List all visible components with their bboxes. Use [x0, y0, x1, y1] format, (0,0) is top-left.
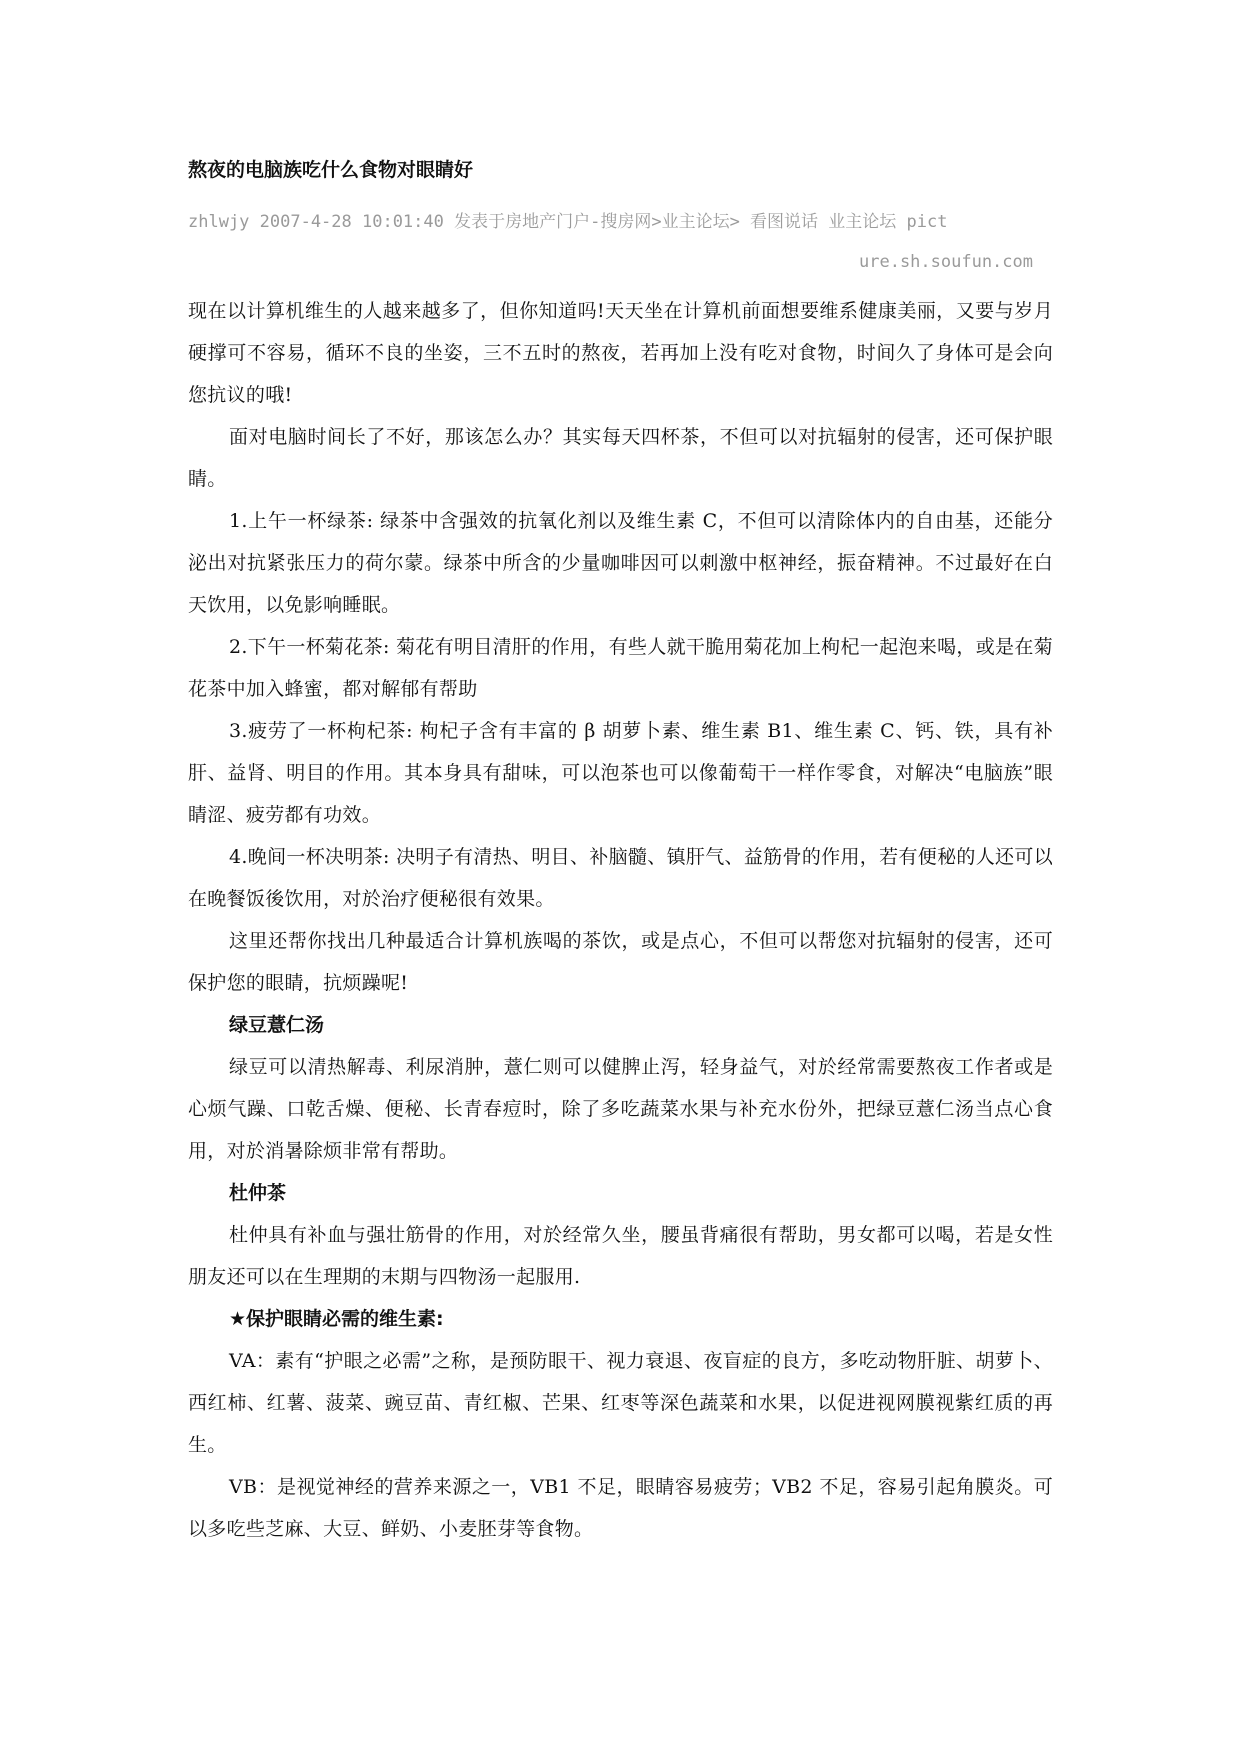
section-body-eucommia-tea: 杜仲具有补血与强壮筋骨的作用，对於经常久坐，腰虽背痛很有帮助，男女都可以喝，若是女性朋友还可以在生理期的末期与四物汤一起服用. — [188, 1224, 1053, 1288]
article-title: 熬夜的电脑族吃什么食物对眼睛好 — [188, 159, 474, 181]
tea-item-3: 3.疲劳了一杯枸杞茶: 枸杞子含有丰富的 β 胡萝卜素、维生素 B1、维生素 C、钙、铁，具有补肝、益肾、明目的作用。其本身具有甜味，可以泡茶也可以像葡萄干一样作零食，对解决“电脑族”眼睛涩、疲劳都有功效。 — [188, 720, 1053, 826]
vitamins-heading: ★保护眼睛必需的维生素: — [229, 1308, 444, 1330]
vitamin-a-paragraph: VA：素有“护眼之必需”之称，是预防眼干、视力衰退、夜盲症的良方，多吃动物肝脏、胡萝卜、西红柿、红薯、菠菜、豌豆苗、青红椒、芒果、红枣等深色蔬菜和水果，以促进视网膜视紫红质的再生。 — [188, 1350, 1053, 1456]
section-body-mung-bean-soup: 绿豆可以清热解毒、利尿消肿，薏仁则可以健脾止泻，轻身益气，对於经常需要熬夜工作者或是心烦气躁、口乾舌燥、便秘、长青春痘时，除了多吃蔬菜水果与补充水份外，把绿豆薏仁汤当点心食用，对於消暑除烦非常有帮助。 — [188, 1056, 1053, 1162]
vitamin-b-paragraph: VB：是视觉神经的营养来源之一，VB1 不足，眼睛容易疲劳；VB2 不足，容易引起角膜炎。可以多吃些芝麻、大豆、鲜奶、小麦胚芽等食物。 — [188, 1476, 1053, 1540]
tea-item-1: 1.上午一杯绿茶: 绿茶中含强效的抗氧化剂以及维生素 C，不但可以清除体内的自由基，还能分泌出对抗紧张压力的荷尔蒙。绿茶中所含的少量咖啡因可以刺激中枢神经，振奋精神。不过最好在白天饮用，以免影响睡眠。 — [188, 510, 1053, 616]
intro-paragraph: 现在以计算机维生的人越来越多了，但你知道吗!天天坐在计算机前面想要维系健康美丽，又要与岁月硬撑可不容易，循环不良的坐姿，三不五时的熬夜，若再加上没有吃对食物，时间久了身体可是会向您抗议的哦! — [188, 300, 1053, 406]
post-meta-continued: ure.sh.soufun.com — [859, 252, 1033, 272]
post-meta: zhlwjy 2007-4-28 10:01:40 发表于房地产门户-搜房网>业主论坛> 看图说话 业主论坛 pict — [188, 212, 948, 232]
section-heading-eucommia-tea: 杜仲茶 — [229, 1182, 287, 1204]
tea-intro-paragraph: 面对电脑时间长了不好，那该怎么办？其实每天四杯茶，不但可以对抗辐射的侵害，还可保护眼睛。 — [188, 426, 1053, 490]
tea-item-4: 4.晚间一杯决明茶: 决明子有清热、明目、补脑髓、镇肝气、益筋骨的作用，若有便秘的人还可以在晚餐饭後饮用，对於治疗便秘很有效果。 — [188, 846, 1053, 910]
tea-item-2: 2.下午一杯菊花茶: 菊花有明目清肝的作用，有些人就干脆用菊花加上枸杞一起泡来喝，或是在菊花茶中加入蜂蜜，都对解郁有帮助 — [188, 636, 1053, 700]
section-heading-mung-bean-soup: 绿豆薏仁汤 — [229, 1014, 325, 1036]
extra-intro-paragraph: 这里还帮你找出几种最适合计算机族喝的茶饮，或是点心，不但可以帮您对抗辐射的侵害，还可保护您的眼睛，抗烦躁呢! — [188, 930, 1053, 994]
article — [188, 150, 1053, 1550]
